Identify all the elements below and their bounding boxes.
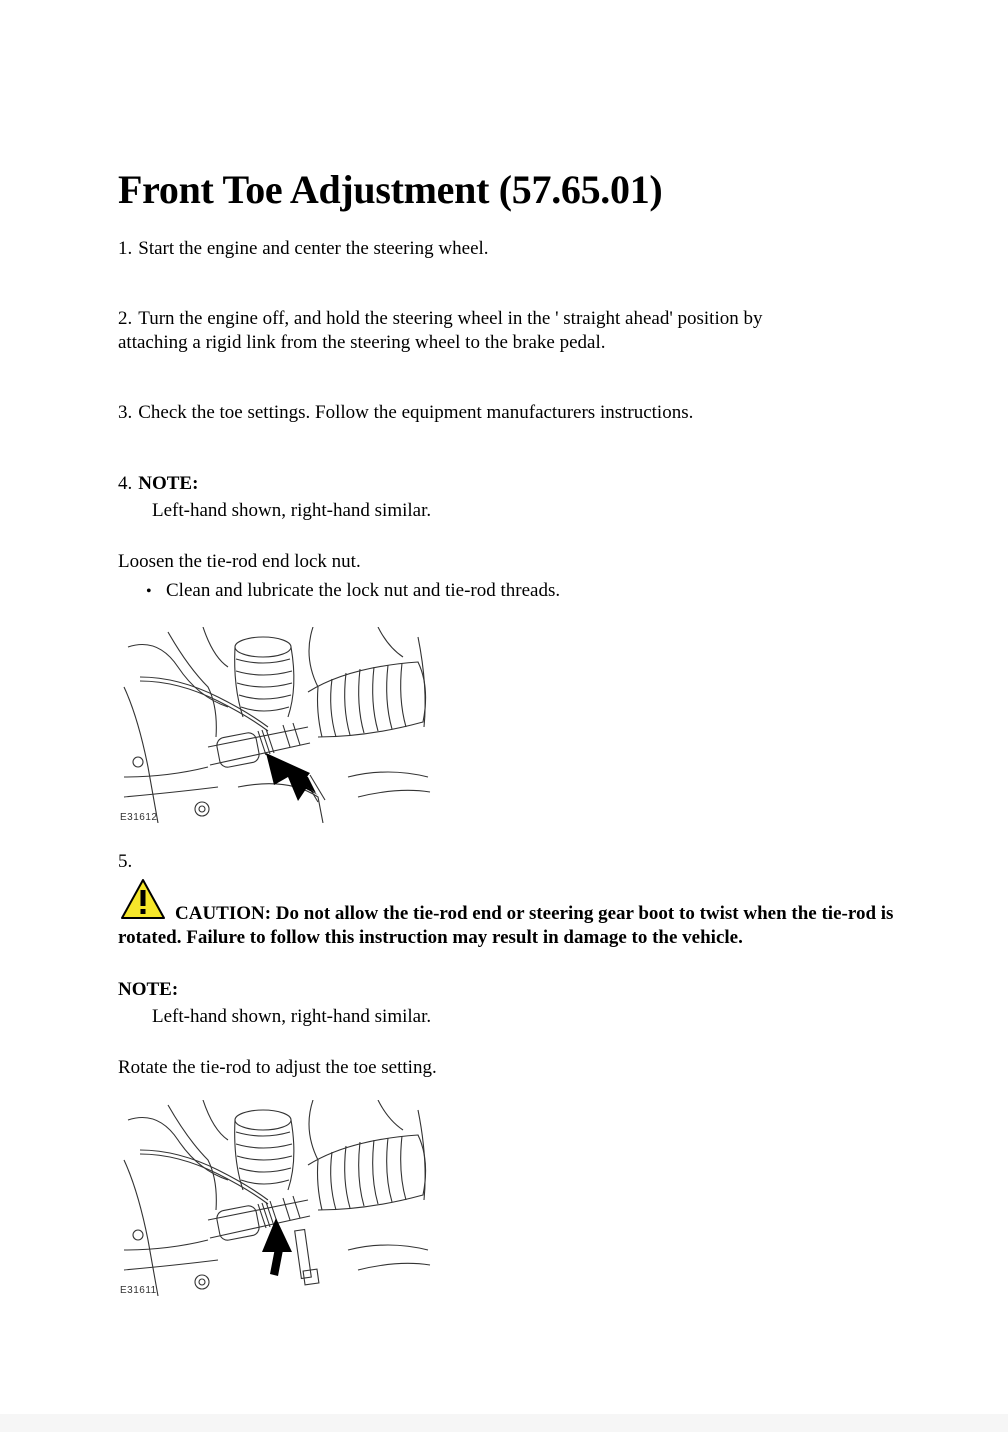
step-number: 4.: [118, 473, 133, 494]
page-title: Front Toe Adjustment (57.65.01): [118, 167, 663, 212]
step-text: Turn the engine off, and hold the steering wheel in the ' straight ahead' position by: [138, 308, 763, 329]
step-number: 3.: [118, 402, 133, 423]
figure-tie-rod-rotate: [118, 1100, 432, 1296]
note-label: NOTE:: [118, 979, 179, 1000]
step-text: Start the engine and center the steering wheel.: [138, 238, 489, 259]
step-5-number: 5.: [118, 851, 133, 872]
note-text: Left-hand shown, right-hand similar.: [152, 1006, 432, 1027]
step-2-line-2: attaching a rigid link from the steering wheel to the brake pedal.: [118, 332, 606, 353]
tie-rod-illustration-icon: [118, 1100, 432, 1296]
note-text: Left-hand shown, right-hand similar.: [152, 500, 432, 521]
figure-label: E31612: [120, 812, 158, 823]
bullet-icon: •: [146, 583, 152, 600]
step-3: [118, 401, 693, 425]
figure-tie-rod-lock-nut: [118, 627, 432, 823]
step-4-note-heading: [118, 472, 198, 496]
bullet-item: [146, 579, 560, 604]
instruction-text: Loosen the tie-rod end lock nut.: [118, 551, 361, 572]
step-number: 1.: [118, 238, 133, 259]
step-1: [118, 237, 489, 261]
bullet-text: Clean and lubricate the lock nut and tie-rod threads.: [166, 580, 561, 601]
instruction-text: Rotate the tie-rod to adjust the toe setting.: [118, 1057, 437, 1078]
note-label: NOTE:: [138, 473, 199, 494]
step-text: Check the toe settings. Follow the equipment manufacturers instructions.: [138, 402, 694, 423]
caution-text: CAUTION: Do not allow the tie-rod end or steering gear boot to twist when the tie-rod is rotated. Failure to follow this instruction may result in damage to the vehicle.: [118, 903, 894, 948]
page-bottom-edge: [0, 1414, 1008, 1432]
figure-label: E31611: [120, 1285, 157, 1296]
step-number: 2.: [118, 308, 133, 329]
step-2-line-1: [118, 307, 762, 331]
tie-rod-illustration-icon: [118, 627, 432, 823]
